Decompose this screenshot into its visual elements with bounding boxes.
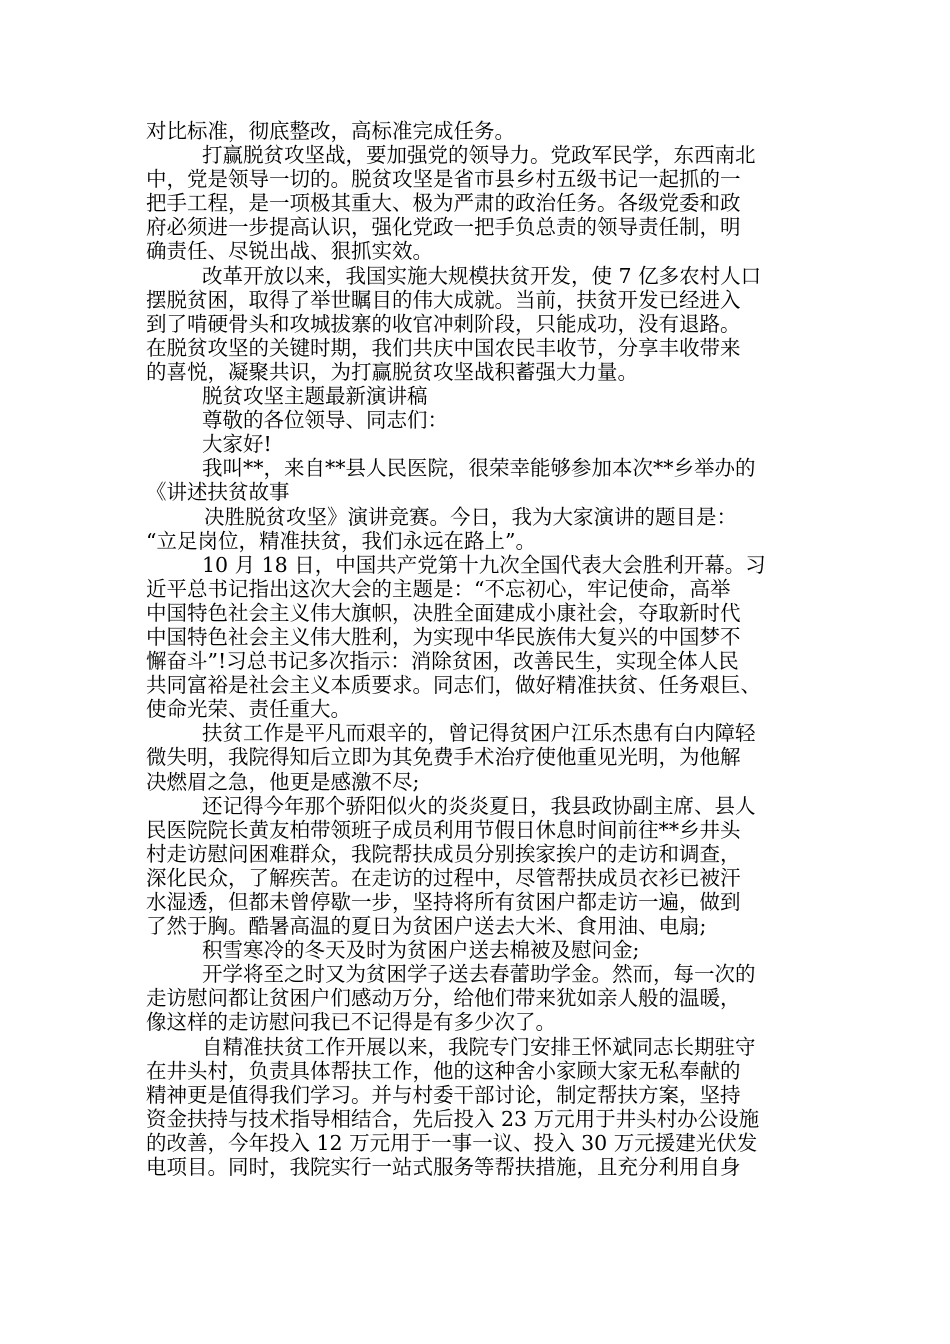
text-line: 中，党是领导一切的。脱贫攻坚是省市县乡村五级书记一起抓的一 bbox=[146, 167, 741, 192]
text-line: 确责任、尽锐出战、狠抓实效。 bbox=[146, 239, 433, 264]
text-line: 我叫**，来自**县人民医院，很荣幸能够参加本次**乡举办的 bbox=[202, 456, 756, 481]
text-line: 《讲述扶贫故事 bbox=[146, 480, 290, 505]
text-line: 水湿透，但都未曾停歇一步，坚持将所有贫困户都走访一遍，做到 bbox=[146, 890, 741, 914]
text-line: 像这样的走访慰问我已不记得是有多少次了。 bbox=[146, 1010, 556, 1035]
text-line: 决燃眉之急，他更是感激不尽; bbox=[146, 769, 420, 794]
text-line: 了然于胸。酷暑高温的夏日为贫困户送去大米、食用油、电扇; bbox=[146, 914, 707, 939]
text-line: “立足岗位，精准扶贫，我们永远在路上”。 bbox=[146, 528, 536, 553]
text-line: 村走访慰问困难群众，我院帮扶成员分别挨家挨户的走访和调查， bbox=[146, 841, 741, 866]
text-line: 的改善，今年投入 12 万元用于一事一议、投入 30 万元援建光伏发 bbox=[146, 1130, 758, 1155]
text-line: 打赢脱贫攻坚战，要加强党的领导力。党政军民学，东西南北 bbox=[202, 143, 756, 168]
text-line: 精神更是值得我们学习。并与村委干部讨论，制定帮扶方案，坚持 bbox=[146, 1082, 741, 1107]
text-line: 深化民众，了解疾苦。在走访的过程中，尽管帮扶成员衣衫已被汗 bbox=[146, 865, 741, 890]
text-line: 近平总书记指出这次大会的主题是：“不忘初心，牢记使命，高举 bbox=[146, 576, 731, 601]
text-line: 大家好! bbox=[202, 432, 272, 457]
text-line: 还记得今年那个骄阳似火的炎炎夏日，我县政协副主席、县人 bbox=[202, 793, 756, 818]
text-line: 使命光荣、责任重大。 bbox=[146, 697, 351, 722]
text-line: 改革开放以来，我国实施大规模扶贫开发，使 7 亿多农村人口 bbox=[202, 263, 762, 288]
text-line: 尊敬的各位领导、同志们： bbox=[202, 408, 448, 433]
text-line: 扶贫工作是平凡而艰辛的，曾记得贫困户江乐杰患有白内障轻 bbox=[202, 721, 756, 746]
document-body bbox=[146, 119, 830, 1179]
text-line: 10 月 18 日，中国共产党第十九次全国代表大会胜利开幕。习 bbox=[202, 552, 766, 577]
text-line: 摆脱贫困，取得了举世瞩目的伟大成就。当前，扶贫开发已经进入 bbox=[146, 287, 741, 312]
text-line: 把手工程，是一项极其重大、极为严肃的政治任务。各级党委和政 bbox=[146, 191, 741, 216]
text-line: 微失明，我院得知后立即为其免费手术治疗使他重见光明，为他解 bbox=[146, 745, 741, 770]
text-line: 民医院院长黄友柏带领班子成员利用节假日休息时间前往**乡井头 bbox=[146, 817, 741, 842]
text-line: 的喜悦，凝聚共识，为打赢脱贫攻坚战积蓄强大力量。 bbox=[146, 359, 638, 384]
text-line: 资金扶持与技术指导相结合，先后投入 23 万元用于井头村办公设施 bbox=[146, 1106, 760, 1131]
text-line: 在脱贫攻坚的关键时期，我们共庆中国农民丰收节，分享丰收带来 bbox=[146, 335, 741, 360]
text-line: 懈奋斗”!习总书记多次指示：消除贫困，改善民生，实现全体人民 bbox=[146, 649, 739, 674]
text-line: 积雪寒冷的冬天及时为贫困户送去棉被及慰问金; bbox=[202, 938, 640, 963]
text-line: 走访慰问都让贫困户们感动万分，给他们带来犹如亲人般的温暖， bbox=[146, 986, 741, 1011]
text-line: 对比标准，彻底整改，高标准完成任务。 bbox=[146, 119, 515, 143]
text-line: 府必须进一步提高认识，强化党政一把手负总责的领导责任制，明 bbox=[146, 215, 741, 240]
text-line: 中国特色社会主义伟大胜利，为实现中华民族伟大复兴的中国梦不 bbox=[146, 624, 741, 649]
text-line: 中国特色社会主义伟大旗帜，决胜全面建成小康社会，夺取新时代 bbox=[146, 600, 741, 625]
text-line: 电项目。同时，我院实行一站式服务等帮扶措施，且充分利用自身 bbox=[146, 1155, 741, 1180]
text-line: 自精准扶贫工作开展以来，我院专门安排王怀斌同志长期驻守 bbox=[202, 1034, 756, 1059]
text-line: 开学将至之时又为贫困学子送去春蕾助学金。然而，每一次的 bbox=[202, 962, 756, 987]
text-line: 决胜脱贫攻坚》演讲竞赛。今日，我为大家演讲的题目是： bbox=[204, 504, 737, 529]
text-line: 共同富裕是社会主义本质要求。同志们，做好精准扶贫、任务艰巨、 bbox=[146, 673, 761, 698]
text-line: 脱贫攻坚主题最新演讲稿 bbox=[202, 384, 428, 409]
text-line: 到了啃硬骨头和攻城拔寨的收官冲刺阶段，只能成功，没有退路。 bbox=[146, 311, 741, 336]
text-line: 在井头村，负责具体帮扶工作，他的这种舍小家顾大家无私奉献的 bbox=[146, 1058, 741, 1083]
